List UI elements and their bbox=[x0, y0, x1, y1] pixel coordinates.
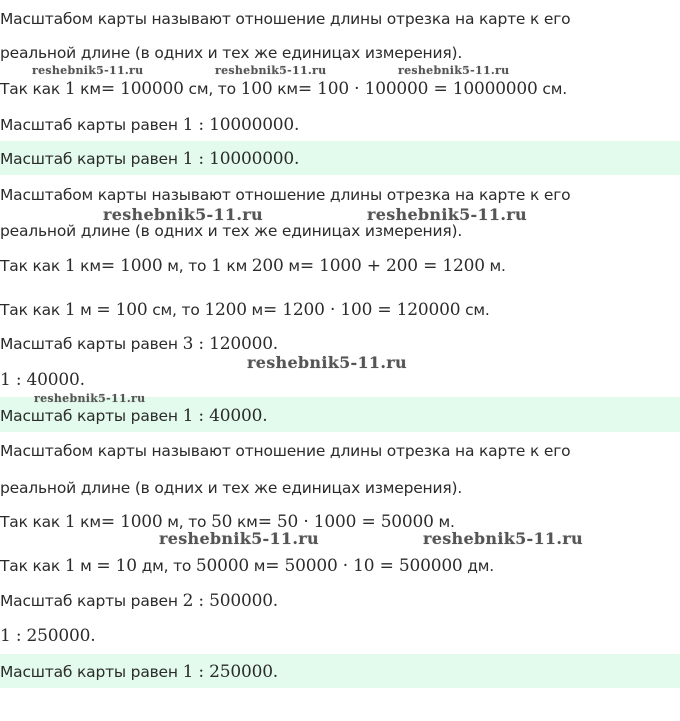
definition-line-1: Масштабом карты называют отношение длины отрезка на карте к его bbox=[0, 186, 571, 204]
step-math: 50 bbox=[211, 512, 233, 532]
definition-line-1: Масштабом карты называют отношение длины отрезка на карте к его bbox=[0, 10, 571, 28]
step-math: 50000 bbox=[195, 556, 249, 576]
step-text: м bbox=[246, 301, 264, 319]
reduced-value: 1 : 40000. bbox=[0, 370, 85, 390]
conversion-step bbox=[0, 256, 506, 276]
watermark: reshebnik5-11.ru bbox=[32, 64, 144, 77]
conversion-step bbox=[0, 79, 567, 99]
scale-statement bbox=[0, 115, 299, 135]
answer-value: 1 : 40000. bbox=[182, 406, 268, 426]
reduced-ratio bbox=[0, 626, 95, 646]
step-math: = 1000 bbox=[100, 256, 163, 276]
step-math: 1 bbox=[211, 256, 222, 276]
step-text: км bbox=[75, 80, 101, 98]
step-text: м. bbox=[433, 513, 455, 531]
step-text: Так как bbox=[0, 513, 65, 531]
definition-line-2: реальной длине (в одних и тех же единицах измерения). bbox=[0, 222, 463, 240]
step-text: м, то bbox=[162, 513, 212, 531]
step-math: = 1000 + 200 = 1200 bbox=[299, 256, 485, 276]
step-text: км bbox=[221, 257, 252, 275]
step-text: м, то bbox=[162, 257, 212, 275]
step-text: км bbox=[232, 513, 258, 531]
step-math: = 100000 bbox=[100, 79, 184, 99]
watermark: reshebnik5-11.ru bbox=[34, 392, 146, 405]
step-math: 1 bbox=[64, 556, 76, 576]
step-math: = 100 · 100000 = 10000000 bbox=[297, 79, 538, 99]
watermark: reshebnik5-11.ru bbox=[367, 205, 527, 224]
step-math: = 1000 bbox=[100, 512, 163, 532]
watermark: reshebnik5-11.ru bbox=[247, 353, 407, 372]
definition-line-1: Масштабом карты называют отношение длины отрезка на карте к его bbox=[0, 442, 571, 460]
definition-line-2: реальной длине (в одних и тех же единицах измерения). bbox=[0, 44, 463, 62]
definition-line-2: реальной длине (в одних и тех же единицах измерения). bbox=[0, 479, 463, 497]
step-math: = 50 · 1000 = 50000 bbox=[257, 512, 434, 532]
answer-statement bbox=[0, 406, 267, 426]
step-text: см. bbox=[460, 301, 490, 319]
step-math: 1 bbox=[64, 79, 76, 99]
watermark: reshebnik5-11.ru bbox=[423, 529, 583, 548]
step-text: Так как bbox=[0, 80, 65, 98]
step-text: м bbox=[75, 301, 97, 319]
scale-label: Масштаб карты равен bbox=[0, 592, 183, 610]
step-text: Так как bbox=[0, 257, 65, 275]
step-text: см, то bbox=[147, 301, 205, 319]
step-text: м bbox=[75, 557, 97, 575]
step-text: см, то bbox=[183, 80, 241, 98]
conversion-step bbox=[0, 556, 494, 576]
reduced-ratio bbox=[0, 370, 85, 390]
step-text: км bbox=[75, 257, 101, 275]
scale-label: Масштаб карты равен bbox=[0, 116, 183, 134]
step-text: см. bbox=[537, 80, 567, 98]
step-text: м. bbox=[484, 257, 506, 275]
scale-value: 1 : 10000000. bbox=[182, 115, 300, 135]
step-text: Так как bbox=[0, 301, 65, 319]
watermark: reshebnik5-11.ru bbox=[398, 64, 510, 77]
step-text: дм. bbox=[462, 557, 495, 575]
answer-statement bbox=[0, 149, 299, 169]
step-text: Так как bbox=[0, 557, 65, 575]
step-math: 200 bbox=[251, 256, 284, 276]
scale-label: Масштаб карты равен bbox=[0, 335, 183, 353]
step-math: 1 bbox=[64, 512, 76, 532]
step-math: 1200 bbox=[204, 300, 247, 320]
conversion-step bbox=[0, 300, 490, 320]
step-math: = 50000 · 10 = 500000 bbox=[265, 556, 463, 576]
answer-label: Масштаб карты равен bbox=[0, 407, 183, 425]
watermark: reshebnik5-11.ru bbox=[103, 205, 263, 224]
step-math: = 100 bbox=[96, 300, 148, 320]
step-math: = 10 bbox=[96, 556, 137, 576]
step-math: 1 bbox=[64, 300, 76, 320]
answer-statement bbox=[0, 662, 278, 682]
reduced-value: 1 : 250000. bbox=[0, 626, 96, 646]
scale-statement bbox=[0, 334, 278, 354]
step-math: = 1200 · 100 = 120000 bbox=[263, 300, 461, 320]
watermark: reshebnik5-11.ru bbox=[215, 64, 327, 77]
answer-value: 1 : 10000000. bbox=[182, 149, 300, 169]
answer-label: Масштаб карты равен bbox=[0, 150, 183, 168]
step-text: м bbox=[283, 257, 300, 275]
step-text: дм, то bbox=[136, 557, 196, 575]
answer-label: Масштаб карты равен bbox=[0, 663, 183, 681]
scale-value: 3 : 120000. bbox=[182, 334, 279, 354]
scale-value: 2 : 500000. bbox=[182, 591, 279, 611]
step-math: 100 bbox=[240, 79, 273, 99]
step-text: м bbox=[249, 557, 266, 575]
step-math: 1 bbox=[64, 256, 76, 276]
watermark: reshebnik5-11.ru bbox=[159, 529, 319, 548]
answer-value: 1 : 250000. bbox=[182, 662, 279, 682]
scale-statement bbox=[0, 591, 278, 611]
step-text: км bbox=[272, 80, 298, 98]
step-text: км bbox=[75, 513, 101, 531]
